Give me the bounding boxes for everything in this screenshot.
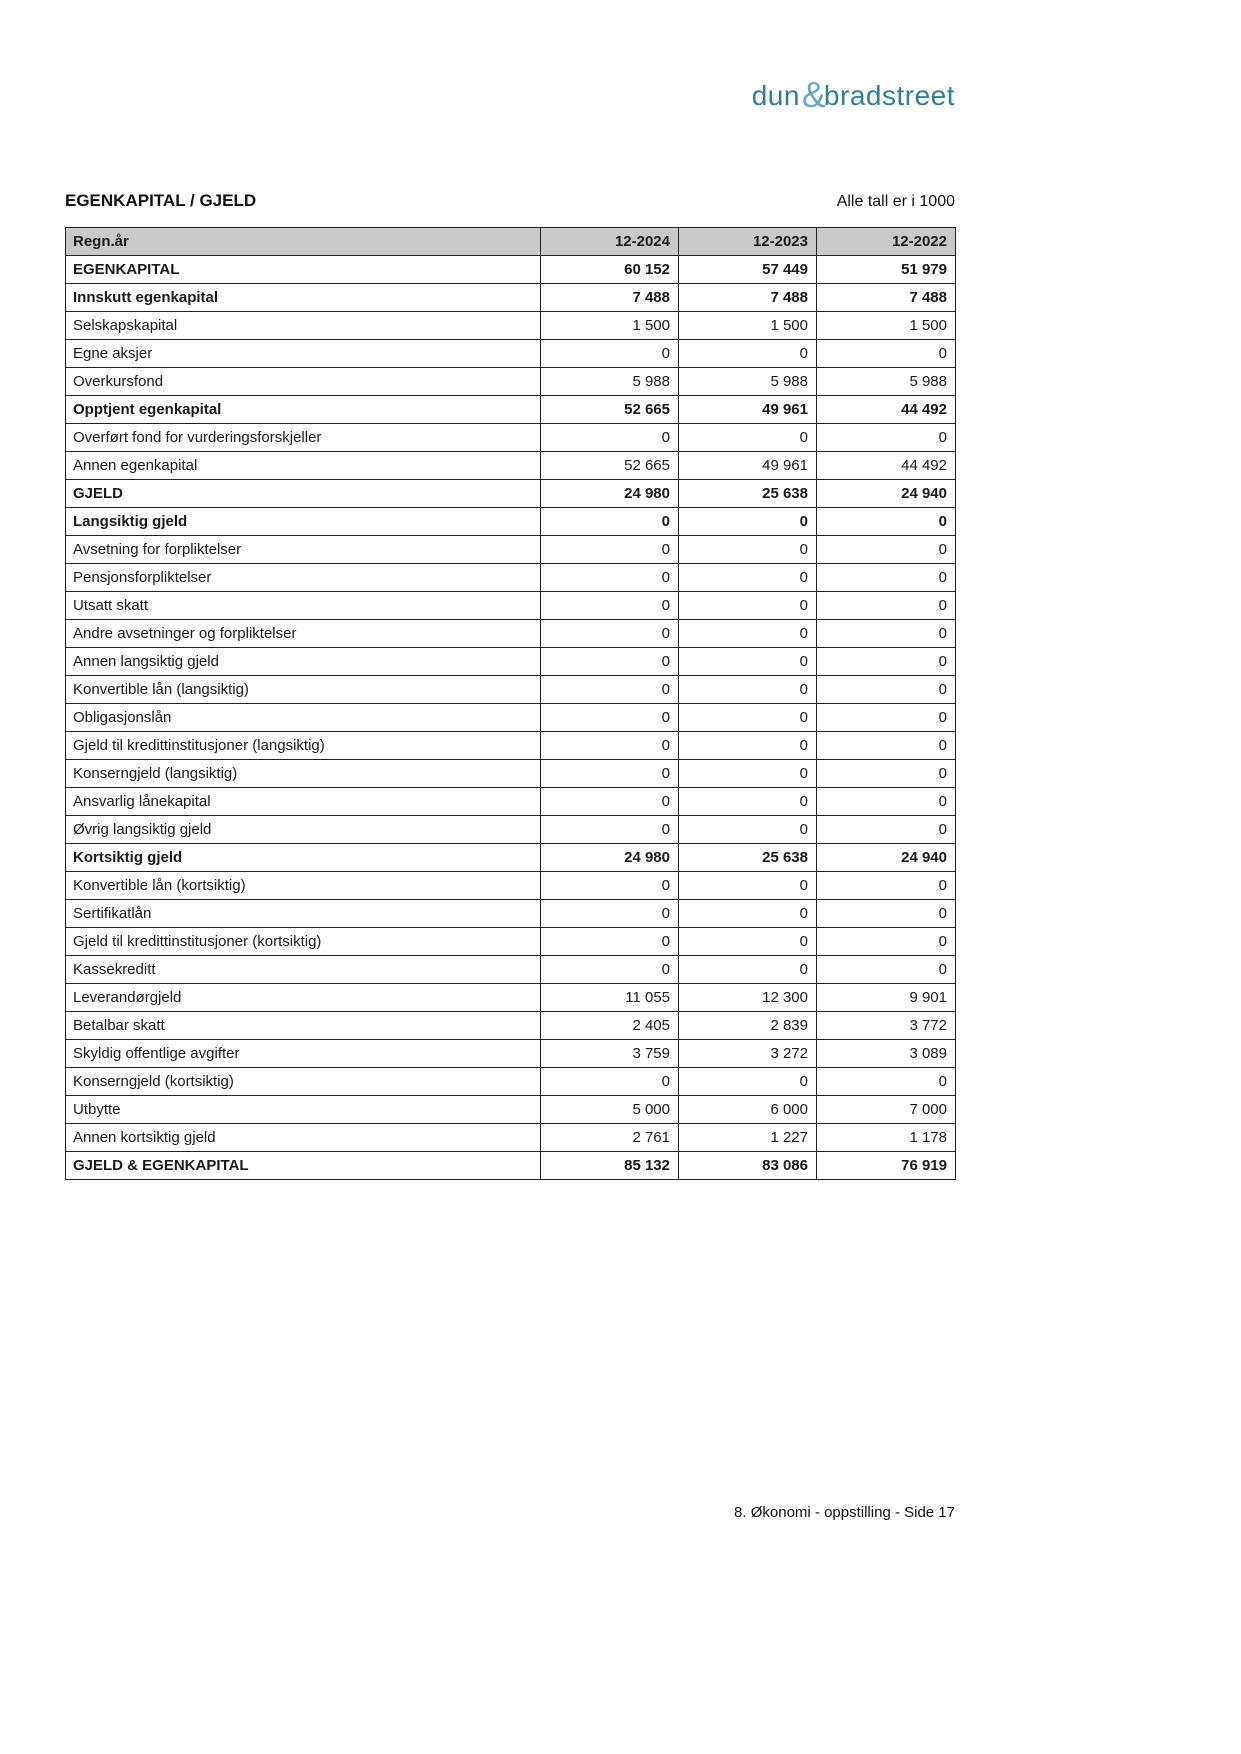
row-value: 3 759: [541, 1040, 679, 1068]
row-value: 0: [817, 732, 956, 760]
table-row: [66, 564, 956, 592]
units-note: Alle tall er i 1000: [836, 193, 955, 210]
page-content: [65, 0, 955, 1754]
row-value: 0: [541, 956, 679, 984]
row-value: 0: [817, 508, 956, 536]
row-label: Sertifikatlån: [66, 900, 541, 928]
row-value: 3 272: [679, 1040, 817, 1068]
table-row: [66, 396, 956, 424]
row-value: 0: [817, 788, 956, 816]
row-value: 7 488: [679, 284, 817, 312]
table-row: [66, 536, 956, 564]
table-header-row: [66, 228, 956, 256]
row-label: EGENKAPITAL: [66, 256, 541, 284]
row-value: 0: [817, 592, 956, 620]
table-row: [66, 284, 956, 312]
row-value: 0: [541, 592, 679, 620]
row-value: 0: [541, 648, 679, 676]
row-label: Øvrig langsiktig gjeld: [66, 816, 541, 844]
table-row: [66, 620, 956, 648]
row-value: 0: [679, 340, 817, 368]
row-label: Konvertible lån (kortsiktig): [66, 872, 541, 900]
row-value: 57 449: [679, 256, 817, 284]
row-label: Annen kortsiktig gjeld: [66, 1124, 541, 1152]
row-value: 44 492: [817, 396, 956, 424]
table-row: [66, 1040, 956, 1068]
row-value: 0: [541, 1068, 679, 1096]
row-value: 0: [679, 760, 817, 788]
table-row: [66, 424, 956, 452]
row-label: Selskapskapital: [66, 312, 541, 340]
row-value: 12 300: [679, 984, 817, 1012]
row-value: 0: [679, 1068, 817, 1096]
row-value: 24 980: [541, 480, 679, 508]
row-value: 0: [541, 872, 679, 900]
row-value: 0: [817, 620, 956, 648]
table-row: [66, 1152, 956, 1180]
table-row: [66, 732, 956, 760]
page-title: EGENKAPITAL / GJELD: [65, 191, 257, 210]
title-row: [65, 191, 955, 211]
table-row: [66, 648, 956, 676]
column-header-regnar: Regn.år: [66, 228, 541, 256]
row-value: 1 227: [679, 1124, 817, 1152]
row-value: 0: [541, 536, 679, 564]
row-label: Egne aksjer: [66, 340, 541, 368]
row-value: 5 988: [679, 368, 817, 396]
row-value: 0: [679, 704, 817, 732]
row-label: Gjeld til kredittinstitusjoner (kortsiktig): [66, 928, 541, 956]
row-value: 7 488: [817, 284, 956, 312]
row-label: Avsetning for forpliktelser: [66, 536, 541, 564]
row-value: 0: [817, 816, 956, 844]
row-value: 0: [817, 676, 956, 704]
row-label: Opptjent egenkapital: [66, 396, 541, 424]
row-label: Andre avsetninger og forpliktelser: [66, 620, 541, 648]
row-label: Konserngjeld (langsiktig): [66, 760, 541, 788]
row-value: 0: [679, 872, 817, 900]
row-value: 0: [817, 648, 956, 676]
table-row: [66, 816, 956, 844]
row-value: 52 665: [541, 452, 679, 480]
row-value: 0: [679, 676, 817, 704]
row-value: 0: [679, 928, 817, 956]
row-label: Betalbar skatt: [66, 1012, 541, 1040]
row-value: 6 000: [679, 1096, 817, 1124]
page-footer: 8. Økonomi - oppstilling - Side 17: [734, 1504, 955, 1521]
column-header-2022: 12-2022: [817, 228, 956, 256]
row-value: 76 919: [817, 1152, 956, 1180]
row-value: 3 772: [817, 1012, 956, 1040]
row-label: Utbytte: [66, 1096, 541, 1124]
table-row: [66, 368, 956, 396]
row-value: 0: [679, 956, 817, 984]
row-value: 0: [817, 564, 956, 592]
balance-sheet-table: [65, 227, 956, 1180]
row-value: 0: [817, 928, 956, 956]
row-label: Innskutt egenkapital: [66, 284, 541, 312]
row-value: 0: [679, 732, 817, 760]
row-label: GJELD: [66, 480, 541, 508]
table-row: [66, 928, 956, 956]
column-header-2023: 12-2023: [679, 228, 817, 256]
row-value: 49 961: [679, 452, 817, 480]
row-value: 85 132: [541, 1152, 679, 1180]
row-value: 24 940: [817, 844, 956, 872]
row-value: 0: [817, 900, 956, 928]
row-value: 3 089: [817, 1040, 956, 1068]
row-value: 0: [679, 536, 817, 564]
logo-ampersand-icon: &: [801, 74, 826, 115]
row-value: 0: [817, 1068, 956, 1096]
dun-bradstreet-logo: [752, 72, 955, 114]
row-value: 0: [817, 340, 956, 368]
row-value: 0: [541, 788, 679, 816]
row-label: Kortsiktig gjeld: [66, 844, 541, 872]
row-value: 52 665: [541, 396, 679, 424]
row-label: Annen egenkapital: [66, 452, 541, 480]
row-value: 24 980: [541, 844, 679, 872]
row-value: 7 000: [817, 1096, 956, 1124]
table-row: [66, 452, 956, 480]
row-value: 49 961: [679, 396, 817, 424]
table-row: [66, 872, 956, 900]
row-value: 51 979: [817, 256, 956, 284]
row-value: 60 152: [541, 256, 679, 284]
table-row: [66, 480, 956, 508]
row-value: 5 988: [817, 368, 956, 396]
row-value: 0: [541, 704, 679, 732]
row-value: 25 638: [679, 844, 817, 872]
row-label: Overkursfond: [66, 368, 541, 396]
row-value: 2 761: [541, 1124, 679, 1152]
row-value: 0: [541, 424, 679, 452]
row-label: Overført fond for vurderingsforskjeller: [66, 424, 541, 452]
row-value: 44 492: [817, 452, 956, 480]
table-row: [66, 256, 956, 284]
row-value: 1 500: [679, 312, 817, 340]
row-label: Annen langsiktig gjeld: [66, 648, 541, 676]
row-value: 11 055: [541, 984, 679, 1012]
row-value: 0: [541, 564, 679, 592]
row-value: 0: [679, 816, 817, 844]
row-value: 0: [817, 760, 956, 788]
row-value: 83 086: [679, 1152, 817, 1180]
row-value: 0: [679, 900, 817, 928]
table-row: [66, 1012, 956, 1040]
table-row: [66, 788, 956, 816]
row-label: GJELD & EGENKAPITAL: [66, 1152, 541, 1180]
row-label: Pensjonsforpliktelser: [66, 564, 541, 592]
table-row: [66, 956, 956, 984]
row-value: 7 488: [541, 284, 679, 312]
row-value: 1 500: [541, 312, 679, 340]
row-value: 0: [679, 592, 817, 620]
row-value: 0: [679, 788, 817, 816]
table-row: [66, 900, 956, 928]
row-value: 9 901: [817, 984, 956, 1012]
row-label: Utsatt skatt: [66, 592, 541, 620]
row-value: 0: [817, 872, 956, 900]
table-row: [66, 1124, 956, 1152]
row-value: 5 988: [541, 368, 679, 396]
table-row: [66, 340, 956, 368]
row-label: Obligasjonslån: [66, 704, 541, 732]
row-value: 0: [679, 564, 817, 592]
row-value: 2 839: [679, 1012, 817, 1040]
row-value: 0: [541, 900, 679, 928]
row-value: 0: [817, 424, 956, 452]
row-value: 0: [541, 620, 679, 648]
table-row: [66, 704, 956, 732]
row-value: 25 638: [679, 480, 817, 508]
table-row: [66, 592, 956, 620]
row-value: 0: [541, 816, 679, 844]
row-value: 2 405: [541, 1012, 679, 1040]
row-label: Leverandørgjeld: [66, 984, 541, 1012]
row-label: Skyldig offentlige avgifter: [66, 1040, 541, 1068]
row-value: 0: [679, 508, 817, 536]
row-value: 0: [541, 760, 679, 788]
table-row: [66, 508, 956, 536]
table-row: [66, 1068, 956, 1096]
row-value: 0: [541, 732, 679, 760]
row-value: 0: [679, 620, 817, 648]
row-value: 0: [541, 676, 679, 704]
row-label: Konvertible lån (langsiktig): [66, 676, 541, 704]
logo-text-dun: dun: [751, 80, 800, 111]
row-value: 0: [679, 648, 817, 676]
logo-text-bradstreet: bradstreet: [823, 80, 955, 111]
row-value: 0: [679, 424, 817, 452]
table-row: [66, 312, 956, 340]
row-label: Kassekreditt: [66, 956, 541, 984]
table-row: [66, 676, 956, 704]
row-label: Gjeld til kredittinstitusjoner (langsiktig): [66, 732, 541, 760]
row-value: 0: [817, 956, 956, 984]
row-value: 0: [541, 340, 679, 368]
table-body: [66, 256, 956, 1180]
row-value: 0: [817, 704, 956, 732]
row-value: 1 178: [817, 1124, 956, 1152]
row-label: Ansvarlig lånekapital: [66, 788, 541, 816]
table-row: [66, 760, 956, 788]
table-row: [66, 1096, 956, 1124]
row-value: 24 940: [817, 480, 956, 508]
row-label: Konserngjeld (kortsiktig): [66, 1068, 541, 1096]
column-header-2024: 12-2024: [541, 228, 679, 256]
table-row: [66, 844, 956, 872]
row-value: 1 500: [817, 312, 956, 340]
row-value: 5 000: [541, 1096, 679, 1124]
table-row: [66, 984, 956, 1012]
row-value: 0: [541, 508, 679, 536]
row-value: 0: [817, 536, 956, 564]
row-value: 0: [541, 928, 679, 956]
row-label: Langsiktig gjeld: [66, 508, 541, 536]
